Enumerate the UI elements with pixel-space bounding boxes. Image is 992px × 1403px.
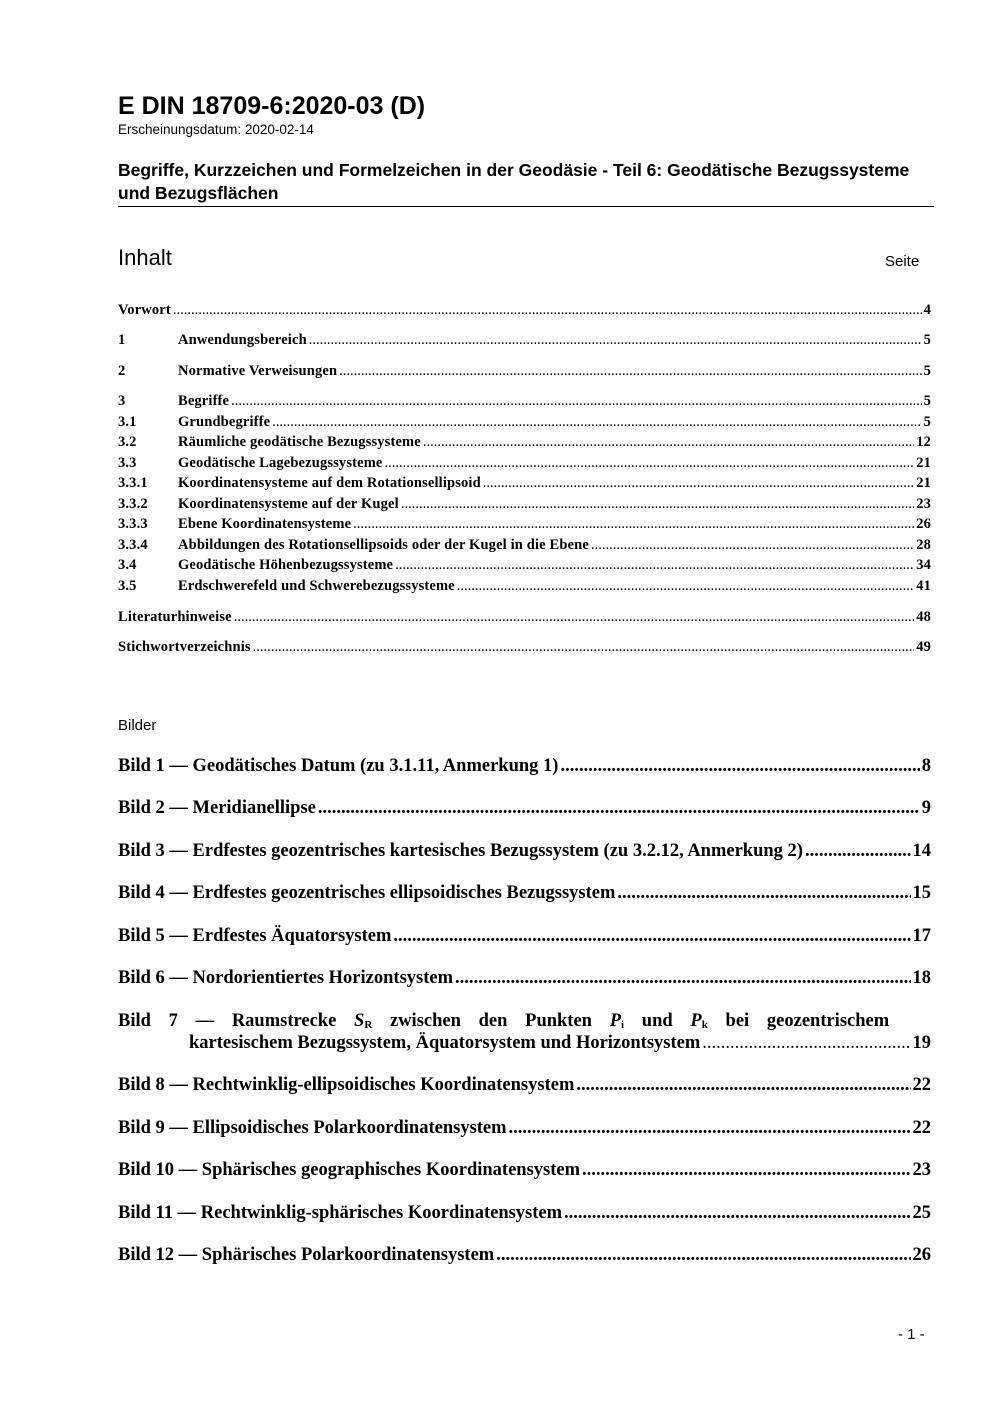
- dot-leader: [617, 883, 910, 904]
- figure-entry-title: Bild 8 — Rechtwinklig-ellipsoidisches Koordinatensystem: [118, 1075, 575, 1095]
- dot-leader: [582, 1160, 910, 1181]
- dot-leader: [591, 537, 914, 554]
- dot-leader: [702, 1033, 910, 1054]
- dot-leader: [401, 496, 914, 513]
- dot-leader: [353, 516, 914, 533]
- toc-entry-title: Stichwortverzeichnis: [118, 639, 251, 655]
- toc-entry[interactable]: [118, 537, 931, 557]
- toc-entry-title: Erdschwerefeld und Schwerebezugssysteme: [178, 578, 455, 594]
- dot-leader: [253, 639, 915, 656]
- toc-entry[interactable]: [118, 516, 931, 536]
- toc-entry-number: 1: [118, 332, 126, 348]
- figure-entry-title: Bild 11 — Rechtwinklig-sphärisches Koordinatensystem: [118, 1203, 563, 1223]
- figure-entry-page: 17: [912, 926, 931, 946]
- figure-entry-title: Bild 12 — Sphärisches Polarkoordinatensystem: [118, 1245, 495, 1265]
- title-divider: [118, 206, 934, 207]
- toc-entry-number: 3.3.3: [118, 516, 148, 532]
- toc-entry-page: 5: [923, 414, 931, 430]
- symbol-s-r: [354, 1011, 372, 1031]
- toc-entry-page: 4: [923, 302, 931, 318]
- dot-leader: [309, 332, 922, 349]
- figure-entry-title: Bild 10 — Sphärisches geographisches Koordinatensystem: [118, 1160, 581, 1180]
- toc-entry-title: Vorwort: [118, 302, 171, 318]
- dot-leader: [393, 926, 910, 947]
- figure-entry[interactable]: [118, 1203, 931, 1227]
- toc-entry[interactable]: [118, 302, 931, 322]
- symbol-p-i: [610, 1011, 624, 1031]
- figure-entry-page: 18: [912, 968, 931, 988]
- page-number: - 1 -: [898, 1326, 925, 1343]
- figure-entry[interactable]: [118, 756, 931, 780]
- figure-entry[interactable]: [118, 1118, 931, 1142]
- toc-entry[interactable]: [118, 557, 931, 577]
- toc-entry-title: Literaturhinweise: [118, 609, 232, 625]
- toc-entry-number: 3.3.1: [118, 475, 148, 491]
- toc-entry-number: 2: [118, 363, 126, 379]
- toc-entry-page: 21: [916, 455, 931, 471]
- figure-entry-page: 23: [912, 1160, 931, 1180]
- toc-entry[interactable]: [118, 639, 931, 659]
- fig7-label: Bild 7: [118, 1011, 178, 1031]
- dot-leader: [564, 1203, 910, 1224]
- figure-entry-page: 22: [912, 1118, 931, 1138]
- toc-entry-title: Begriffe: [178, 393, 230, 409]
- figure-entry[interactable]: [118, 883, 931, 907]
- toc-entry-page: 21: [916, 475, 931, 491]
- figure-entry-title: Bild 2 — Meridianellipse: [118, 798, 316, 818]
- toc-entry-page: 5: [923, 393, 931, 409]
- subscript-k: k: [701, 1019, 708, 1031]
- toc-entry-title: Ebene Koordinatensysteme: [178, 516, 352, 532]
- figure-entry-7-line-2[interactable]: [189, 1033, 931, 1057]
- document-id: E DIN 18709-6:2020-03 (D): [118, 92, 426, 120]
- figure-entry-7-line-1[interactable]: [118, 1011, 889, 1032]
- dot-leader: [576, 1075, 910, 1096]
- figure-entry-title: Bild 9 — Ellipsoidisches Polarkoordinatensystem: [118, 1118, 507, 1138]
- toc-entry-number: 3.3.2: [118, 496, 148, 512]
- toc-entry-page: 23: [916, 496, 931, 512]
- toc-entry-page: 49: [916, 639, 931, 655]
- subscript-r: R: [364, 1019, 373, 1031]
- toc-entry-title: Grundbegriffe: [178, 414, 271, 430]
- dot-leader: [455, 968, 911, 989]
- dot-leader: [496, 1245, 910, 1266]
- toc-entry-number: 3.3.4: [118, 537, 148, 553]
- dot-leader: [509, 1118, 911, 1139]
- dot-leader: [318, 798, 920, 819]
- toc-entry-number: 3.2: [118, 434, 137, 450]
- toc-page-label: Seite: [885, 253, 920, 270]
- dot-leader: [272, 414, 921, 431]
- toc-entry-page: 28: [916, 537, 931, 553]
- dot-leader: [560, 756, 919, 777]
- figure-entry-title: kartesischem Bezugssystem, Äquatorsystem und Horizontsystem: [189, 1033, 701, 1053]
- figure-entry-page: 9: [921, 798, 931, 818]
- dot-leader: [395, 557, 914, 574]
- toc-entry[interactable]: [118, 332, 931, 352]
- fig7-word: Punkten: [525, 1011, 592, 1031]
- figure-entry[interactable]: [118, 968, 931, 992]
- toc-entry[interactable]: [118, 434, 931, 454]
- toc-entry-number: 3: [118, 393, 126, 409]
- dot-leader: [385, 455, 915, 472]
- toc-entry-number: 3.4: [118, 557, 137, 573]
- symbol-s: S: [354, 1011, 365, 1031]
- toc-entry-page: 34: [916, 557, 931, 573]
- figure-entry-page: 15: [912, 883, 931, 903]
- fig7-word: Raumstrecke: [231, 1011, 337, 1031]
- toc-heading: Inhalt: [118, 245, 172, 270]
- toc-entry[interactable]: [118, 496, 931, 516]
- figure-entry-title: Bild 4 — Erdfestes geozentrisches ellipsoidisches Bezugssystem: [118, 883, 616, 903]
- toc-entry-title: Geodätische Lagebezugssysteme: [178, 455, 383, 471]
- dot-leader: [805, 841, 911, 862]
- dot-leader: [339, 363, 921, 380]
- fig7-word: geozentrischem: [766, 1011, 890, 1031]
- figure-entry[interactable]: [118, 1075, 931, 1099]
- figure-entry-page: 19: [912, 1033, 931, 1053]
- dot-leader: [423, 434, 914, 451]
- toc-entry-page: 5: [923, 332, 931, 348]
- fig7-word: bei: [725, 1011, 750, 1031]
- figure-entry-title: Bild 3 — Erdfestes geozentrisches kartesisches Bezugssystem (zu 3.2.12, Anmerkung 2): [118, 841, 803, 861]
- toc-entry-title: Räumliche geodätische Bezugssysteme: [178, 434, 421, 450]
- toc-entry-page: 41: [916, 578, 931, 594]
- fig7-word: den: [478, 1011, 508, 1031]
- toc-entry-title: Abbildungen des Rotationsellipsoids oder der Kugel in die Ebene: [178, 537, 589, 553]
- figure-entry-page: 22: [912, 1075, 931, 1095]
- dot-leader: [173, 302, 922, 319]
- publication-date: Erscheinungsdatum: 2020-02-14: [118, 122, 314, 137]
- fig7-word: und: [641, 1011, 673, 1031]
- figure-entry-title: Bild 1 — Geodätisches Datum (zu 3.1.11, Anmerkung 1): [118, 756, 559, 776]
- toc-entry[interactable]: [118, 578, 931, 598]
- toc-entry-title: Normative Verweisungen: [178, 363, 338, 379]
- toc-entry-title: Anwendungsbereich: [178, 332, 307, 348]
- figure-entry[interactable]: [118, 926, 931, 950]
- toc-entry-page: 26: [916, 516, 931, 532]
- document-title: Begriffe, Kurzzeichen und Formelzeichen in der Geodäsie - Teil 6: Geodätische Bezugssysteme und Bezugsflächen: [118, 160, 910, 203]
- symbol-p: P: [609, 1011, 621, 1031]
- figure-entry[interactable]: [118, 1245, 931, 1269]
- toc-entry[interactable]: [118, 414, 931, 434]
- subscript-i: i: [621, 1019, 625, 1031]
- toc-entry-number: 3.5: [118, 578, 137, 594]
- figure-entry-title: Bild 6 — Nordorientiertes Horizontsystem: [118, 968, 453, 988]
- figure-entry-page: 25: [912, 1203, 931, 1223]
- dot-leader: [483, 475, 914, 492]
- fig7-word: zwischen: [389, 1011, 461, 1031]
- toc-entry[interactable]: [118, 455, 931, 475]
- figure-entry-page: 26: [912, 1245, 931, 1265]
- toc-entry-page: 48: [916, 609, 931, 625]
- toc-entry-page: 12: [916, 434, 931, 450]
- figure-entry[interactable]: [118, 841, 931, 865]
- figure-entry[interactable]: [118, 1160, 931, 1184]
- toc-entry-title: Geodätische Höhenbezugssysteme: [178, 557, 394, 573]
- dot-leader: [231, 393, 921, 410]
- toc-entry-title: Koordinatensysteme auf dem Rotationsellipsoid: [178, 475, 481, 491]
- toc-entry[interactable]: [118, 393, 931, 413]
- fig7-dash: —: [195, 1011, 215, 1031]
- toc-entry[interactable]: [118, 609, 931, 629]
- dot-leader: [234, 609, 914, 626]
- symbol-p-k: [690, 1011, 707, 1031]
- figure-entry-title: Bild 5 — Erdfestes Äquatorsystem: [118, 926, 392, 946]
- toc-entry[interactable]: [118, 475, 931, 495]
- figures-heading: Bilder: [118, 717, 157, 734]
- figure-entry-page: 14: [912, 841, 931, 861]
- toc-entry[interactable]: [118, 363, 931, 383]
- toc-entry-number: 3.1: [118, 414, 137, 430]
- toc-entry-page: 5: [923, 363, 931, 379]
- toc-entry-number: 3.3: [118, 455, 137, 471]
- toc-entry-title: Koordinatensysteme auf der Kugel: [178, 496, 399, 512]
- symbol-p: P: [690, 1011, 702, 1031]
- figure-entry[interactable]: [118, 798, 931, 822]
- dot-leader: [457, 578, 914, 595]
- figure-entry-page: 8: [921, 756, 931, 776]
